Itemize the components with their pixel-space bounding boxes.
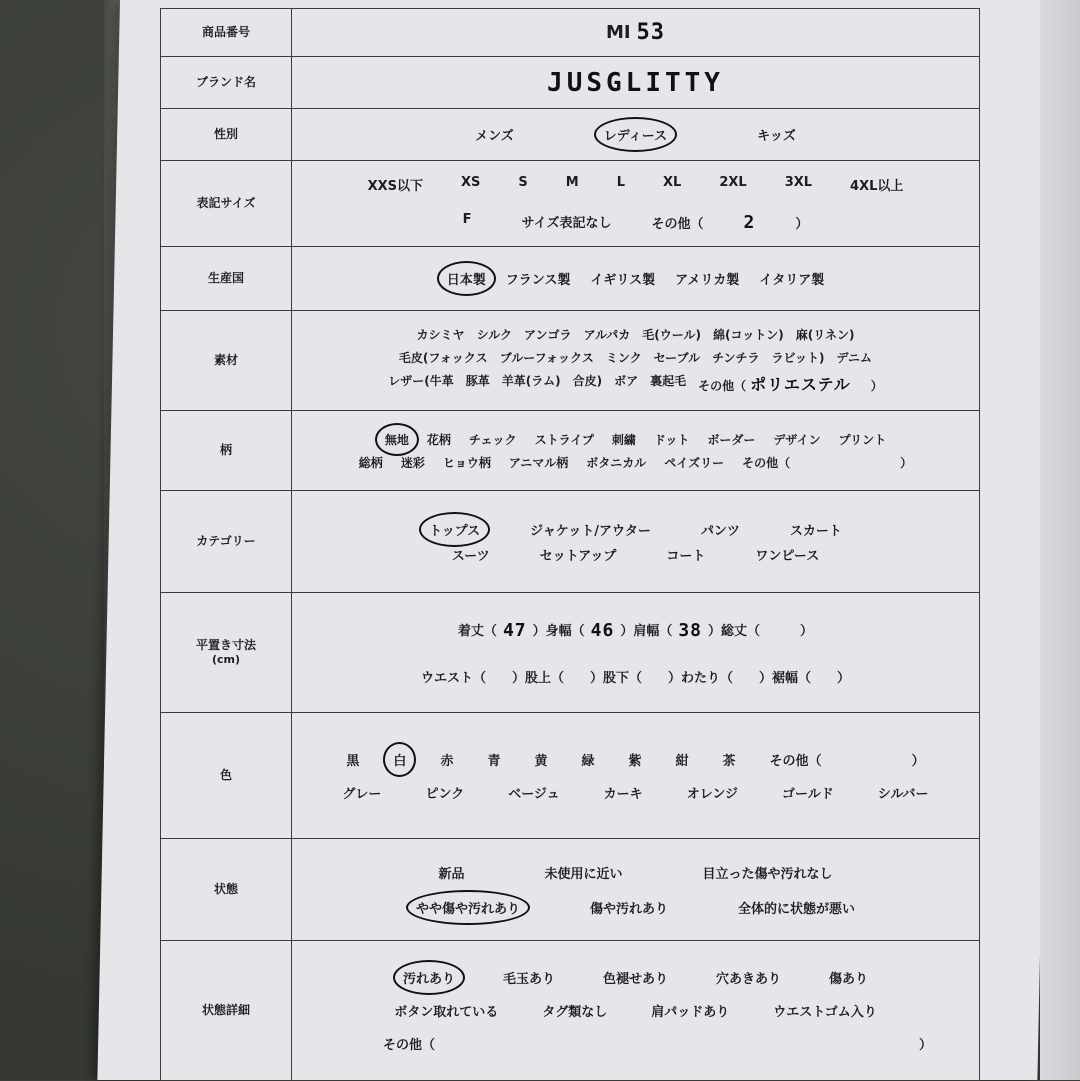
color-option: 白 (393, 750, 406, 769)
label-category: カテゴリー (161, 491, 292, 593)
color-option: ベージュ (508, 786, 560, 802)
pattern-option: 総柄 (358, 455, 383, 470)
row-pattern (161, 411, 980, 491)
label-size: 表記サイズ (161, 161, 292, 247)
category-option: コート (666, 548, 706, 564)
material-option: 合皮) (572, 374, 603, 388)
pattern-option: チェック (468, 432, 517, 447)
label-country: 生産国 (161, 247, 292, 311)
pattern-options-row1 (293, 431, 978, 448)
label-product-number: 商品番号 (161, 9, 292, 57)
material-option: ラビット) (771, 351, 825, 365)
label-brand: ブランド名 (161, 57, 292, 109)
condition-detail-option: 肩パッドあり (651, 1005, 730, 1020)
measurements-row1: 着丈（ 47 ）身幅（ 46 ）肩幅（ 38 ）総丈（ ） (457, 619, 814, 641)
country-option: フランス製 (505, 273, 571, 288)
material-option: ボア (614, 374, 639, 388)
condition-detail-row1 (293, 968, 978, 987)
size-other-value: 2 (743, 211, 756, 233)
pattern-option: ペイズリー (664, 455, 725, 470)
country-option: イタリア製 (759, 273, 825, 288)
condition-options-row2 (293, 898, 978, 917)
color-option: 青 (487, 753, 501, 769)
material-option: シルク (476, 328, 513, 342)
country-option: イギリス製 (590, 273, 656, 288)
plastic-sleeve-right (1040, 0, 1080, 1080)
material-options-row2 (293, 349, 978, 366)
material-option: セーブル (653, 351, 701, 365)
pattern-option: ストライプ (534, 432, 594, 447)
gender-option: レディース (604, 125, 667, 144)
condition-detail-option: 穴あきあり (716, 972, 782, 987)
material-option: 豚革 (465, 374, 490, 388)
label-pattern: 柄 (161, 411, 292, 491)
category-option: セットアップ (539, 548, 617, 564)
row-product-number (161, 9, 980, 57)
material-option: カシミヤ (416, 328, 465, 342)
material-option: アンゴラ (524, 328, 572, 342)
material-other-value: ポリエステル (750, 375, 851, 394)
size-option: XL (663, 174, 682, 190)
material-option: 毛(ウール) (642, 328, 701, 342)
color-options-row1: 黒 白 赤 青 黄 緑 紫 紺 茶 その他（ ） (293, 750, 978, 769)
material-option: 麻(リネン) (795, 328, 855, 342)
condition-detail-option: 毛玉あり (502, 972, 555, 987)
pattern-option: 無地 (384, 432, 409, 447)
condition-option: 全体的に状態が悪い (738, 901, 856, 917)
size-option: サイズ表記なし (521, 215, 612, 231)
length-value: 47 (502, 619, 527, 641)
color-option: オレンジ (686, 786, 739, 802)
condition-detail-other: その他（ ） (383, 1038, 933, 1053)
condition-option: 新品 (438, 866, 465, 882)
material-other-label: その他（ (698, 379, 747, 393)
pattern-option: 花柄 (426, 432, 451, 447)
shoulder-value: 38 (678, 619, 703, 641)
category-option: ジャケット/アウター (530, 523, 651, 539)
material-other-close: ） (870, 379, 883, 393)
material-options-row3 (293, 372, 978, 395)
color-option: 黒 (346, 753, 360, 769)
size-option: F (462, 211, 472, 227)
color-option: 紺 (675, 753, 689, 769)
row-country (161, 247, 980, 311)
color-options-row2 (293, 783, 978, 802)
color-option: カーキ (603, 786, 643, 802)
pattern-other-label: その他（ (742, 455, 791, 470)
label-gender: 性別 (161, 109, 292, 161)
category-option: トップス (429, 520, 480, 539)
color-option: 紫 (628, 753, 642, 769)
row-condition-detail (161, 941, 980, 1081)
country-option: 日本製 (447, 269, 486, 288)
pattern-option: ボタニカル (586, 455, 647, 470)
color-option: シルバー (877, 786, 929, 802)
condition-detail-option: ボタン取れている (394, 1005, 499, 1020)
measurements-row2: ウエスト（ ）股上（ ）股下（ ）わたり（ ）裾幅（ ） (420, 670, 850, 686)
product-form-table (160, 8, 980, 1081)
pattern-option: 迷彩 (400, 455, 425, 470)
category-option: スカート (789, 523, 842, 539)
material-option: レザー(牛革 (388, 374, 454, 388)
material-option: アルパカ (583, 328, 631, 342)
category-options-row2 (293, 545, 978, 564)
condition-detail-option: ウエストゴム入り (773, 1005, 877, 1020)
condition-option: 傷や汚れあり (589, 901, 668, 917)
size-other-label: その他（ (651, 216, 704, 232)
pattern-option: デザイン (773, 432, 821, 447)
size-option: L (616, 174, 626, 190)
condition-option: やや傷や汚れあり (416, 898, 520, 917)
size-option: XS (461, 174, 481, 190)
size-option: XXS以下 (367, 178, 424, 194)
size-options-row1 (293, 175, 978, 194)
row-material (161, 311, 980, 411)
condition-option: 未使用に近い (544, 866, 623, 882)
row-brand (161, 57, 980, 109)
label-condition-detail: 状態詳細 (161, 941, 292, 1081)
material-option: チンチラ (712, 351, 760, 365)
pattern-other-close: ） (900, 455, 913, 470)
category-option: パンツ (700, 523, 740, 539)
category-option: ワンピース (755, 548, 820, 564)
material-options-row1 (293, 326, 978, 343)
size-option: M (565, 174, 579, 190)
pattern-option: ドット (653, 432, 690, 447)
label-material: 素材 (161, 311, 292, 411)
size-option: 3XL (784, 174, 813, 190)
row-category (161, 491, 980, 593)
condition-option: 目立った傷や汚れなし (702, 866, 833, 882)
condition-detail-option: 汚れあり (403, 968, 455, 987)
pattern-option: ヒョウ柄 (442, 455, 491, 470)
condition-detail-option: 傷あり (829, 972, 869, 987)
row-size (161, 161, 980, 247)
material-option: 綿(コットン) (712, 328, 784, 342)
country-option: アメリカ製 (675, 273, 740, 288)
pattern-option: プリント (838, 432, 887, 447)
product-number-prefix: MI (605, 22, 631, 43)
brand-handwritten: JUSGLITTY (547, 67, 724, 98)
color-option: ゴールド (782, 786, 834, 802)
condition-detail-option: タグ類なし (542, 1005, 608, 1020)
material-option: 裏起毛 (650, 374, 687, 388)
material-option: ミンク (605, 351, 642, 365)
row-gender (161, 109, 980, 161)
measurements-unit: (cm) (211, 653, 241, 667)
country-options (293, 269, 978, 288)
size-other-close: ） (795, 216, 809, 232)
gender-options (293, 125, 978, 144)
row-color (161, 713, 980, 839)
size-option: S (518, 174, 528, 190)
color-option: 茶 (722, 753, 736, 769)
row-condition (161, 839, 980, 941)
pattern-option: 刺繍 (611, 432, 636, 447)
pattern-option: ボーダー (707, 432, 756, 447)
material-option: デニム (836, 351, 873, 365)
category-option: スーツ (451, 548, 490, 564)
size-option: 4XL以上 (850, 178, 904, 194)
label-condition: 状態 (161, 839, 292, 941)
material-option: 毛皮(フォックス (398, 351, 488, 365)
pattern-option: アニマル柄 (508, 455, 569, 470)
width-value: 46 (590, 619, 615, 641)
condition-detail-option: 色褪せあり (602, 972, 668, 987)
gender-option: キッズ (757, 129, 796, 144)
row-measurements (161, 593, 980, 713)
label-color: 色 (161, 713, 292, 839)
condition-options-row1 (293, 863, 978, 882)
color-option: ピンク (425, 786, 465, 802)
size-options-row2 (293, 212, 978, 233)
color-option: 緑 (581, 753, 595, 769)
pattern-options-row2 (293, 454, 978, 471)
product-number-handwritten: 53 (636, 20, 666, 45)
size-option: 2XL (719, 174, 747, 190)
color-option: 赤 (440, 753, 454, 769)
color-option: 黄 (534, 753, 548, 769)
category-options-row1 (293, 520, 978, 539)
condition-detail-row2 (293, 1001, 978, 1020)
color-option: グレー (342, 786, 382, 802)
label-measurements: 平置き寸法 (cm) (161, 593, 292, 713)
material-option: 羊革(ラム) (501, 374, 561, 388)
material-option: ブルーフォックス (499, 351, 594, 365)
gender-option: メンズ (475, 129, 514, 144)
